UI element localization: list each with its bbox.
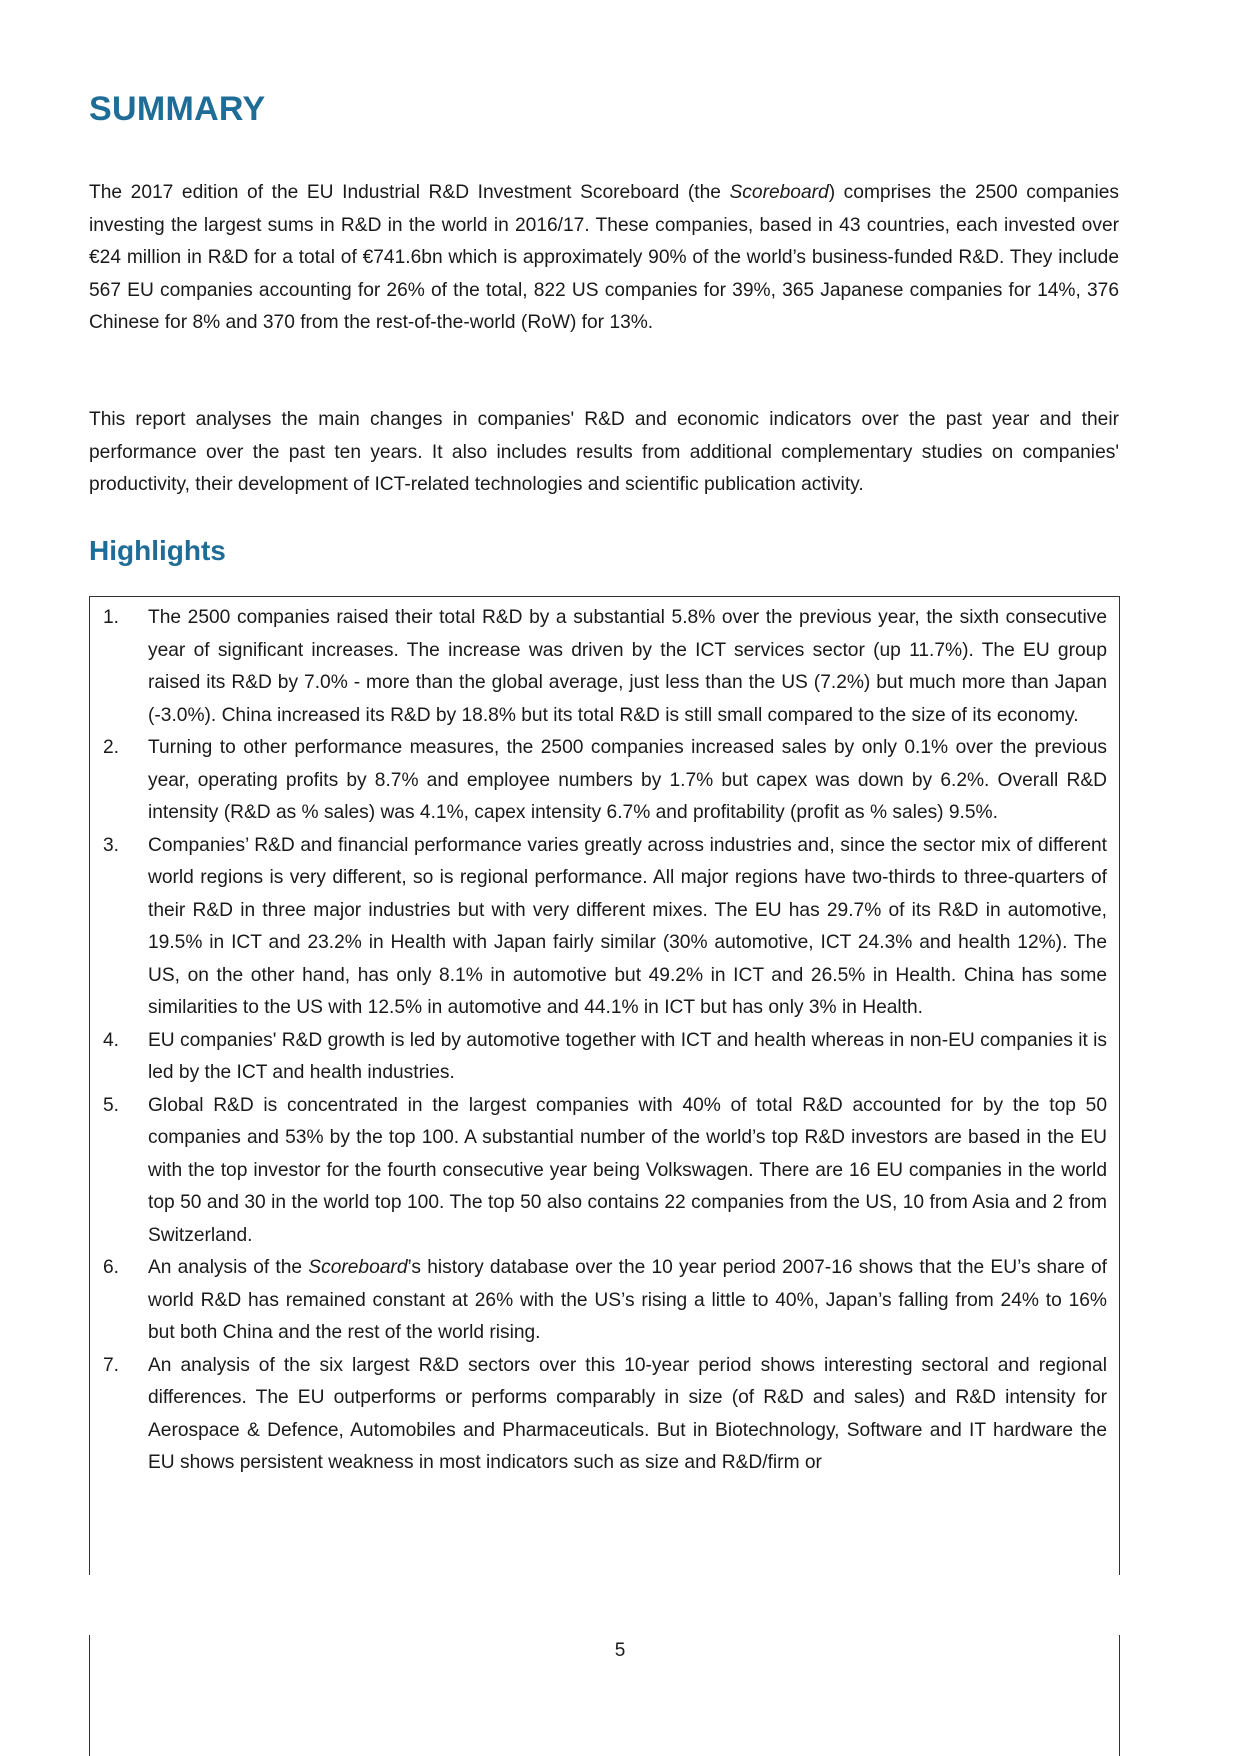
page-number: 5 (614, 1640, 626, 1661)
highlight-text: EU companies' R&D growth is led by automotive together with ICT and health whereas in non-EU companies it is led by the ICT and health industries. (148, 1029, 1107, 1083)
highlight-item (90, 1252, 1121, 1350)
intro-paragraph-2: This report analyses the main changes in companies' R&D and economic indicators over the past year and their performance over the past ten years. It also includes results from additional complementary studies on companies' productivity, their development of ICT-related technologies and scientific publication activity. (89, 409, 1119, 495)
highlight-item (90, 732, 1121, 830)
highlight-number: 6. (103, 1257, 120, 1278)
scoreboard-emphasis: Scoreboard (729, 182, 829, 203)
highlight-item (90, 1025, 1121, 1090)
highlight-item (90, 1090, 1121, 1253)
highlight-text: Companies’ R&D and financial performance varies greatly across industries and, since the sector mix of different world regions is very different, so is regional performance. All major regions have two-thirds to three-quarters of their R&D in three major industries but with very different mixes. The EU has 29.7% of its R&D in automotive, 19.5% in ICT and 23.2% in Health with Japan fairly similar (30% automotive, ICT 24.3% and health 12%). The US, on the other hand, has only 8.1% in automotive but 49.2% in ICT and 26.5% in Health. China has some similarities to the US with 12.5% in automotive and 44.1% in ICT but has only 3% in Health. (148, 834, 1107, 1018)
intro-paragraph-1-before: The 2017 edition of the EU Industrial R&D Investment Scoreboard (the (89, 182, 730, 203)
highlight-number: 5. (103, 1094, 120, 1116)
highlight-number: 7. (103, 1354, 120, 1376)
highlight-text: Global R&D is concentrated in the largest companies with 40% of total R&D accounted for by the top 50 companies and 53% by the top 100. A substantial number of the world’s top R&D investors are based in the EU with the top investor for the fourth consecutive year being Volkswagen. There are 16 EU companies in the world top 50 and 30 in the world top 100. The top 50 also contains 22 companies from the US, 10 from Asia and 2 from Switzerland. (148, 1094, 1107, 1246)
highlight-6-after: ’s history database over the 10 year period 2007-16 shows that the EU’s share of world R&D has remained constant at 26% with the US’s rising a little to 40%, Japan’s falling from 24% to 16% but both China and the rest of the world rising. (148, 1257, 1107, 1343)
highlight-item (90, 1350, 1121, 1480)
highlight-item (90, 830, 1121, 1025)
highlight-text: The 2500 companies raised their total R&D by a substantial 5.8% over the previous year, the sixth consecutive year of significant increases. The increase was driven by the ICT services sector (up 11.7%). The EU group raised its R&D by 7.0% - more than the global average, just less than the US (7.2%) but much more than Japan (-3.0%). China increased its R&D by 18.8% but its total R&D is still small compared to the size of its economy. (148, 607, 1107, 726)
highlights-heading: Highlights (89, 535, 226, 566)
highlight-number: 2. (103, 737, 120, 758)
highlight-text: An analysis of the six largest R&D sectors over this 10-year period shows interesting sectoral and regional differences. The EU outperforms or performs comparably in size (of R&D and sales) and R&D intensity for Aerospace & Defence, Automobiles and Pharmaceuticals. But in Biotechnology, Software and IT hardware the EU shows persistent weakness in most indicators such as size and R&D/firm or (148, 1354, 1107, 1473)
highlights-list (90, 602, 1121, 1480)
highlight-text: Turning to other performance measures, the 2500 companies increased sales by only 0.1% over the previous year, operating profits by 8.7% and employee numbers by 1.7% but capex was down by 6.2%. Overall R&D intensity (R&D as % sales) was 4.1%, capex intensity 6.7% and profitability (profit as % sales) 9.5%. (148, 737, 1107, 823)
highlight-6-before: An analysis of the (148, 1257, 309, 1278)
page-title: SUMMARY (89, 90, 266, 128)
highlight-item (90, 602, 1121, 732)
highlight-text (148, 1252, 1107, 1350)
highlight-number: 4. (103, 1029, 120, 1051)
intro-paragraph-1 (89, 177, 1119, 340)
highlight-number: 3. (103, 834, 120, 856)
scoreboard-emphasis: Scoreboard (308, 1257, 408, 1278)
page-bottom-margin (80, 1575, 1140, 1635)
highlight-number: 1. (103, 607, 120, 628)
intro-paragraph-1-after: ) comprises the 2500 companies investing the largest sums in R&D in the world in 2016/17. These companies, based in 43 countries, each invested over €24 million in R&D for a total of €741.6bn which is approximately 90% of the world’s business-funded R&D. They include 567 EU companies accounting for 26% of the total, 822 US companies for 39%, 365 Japanese companies for 14%, 376 Chinese for 8% and 370 from the rest-of-the-world (RoW) for 13%. (89, 182, 1119, 333)
